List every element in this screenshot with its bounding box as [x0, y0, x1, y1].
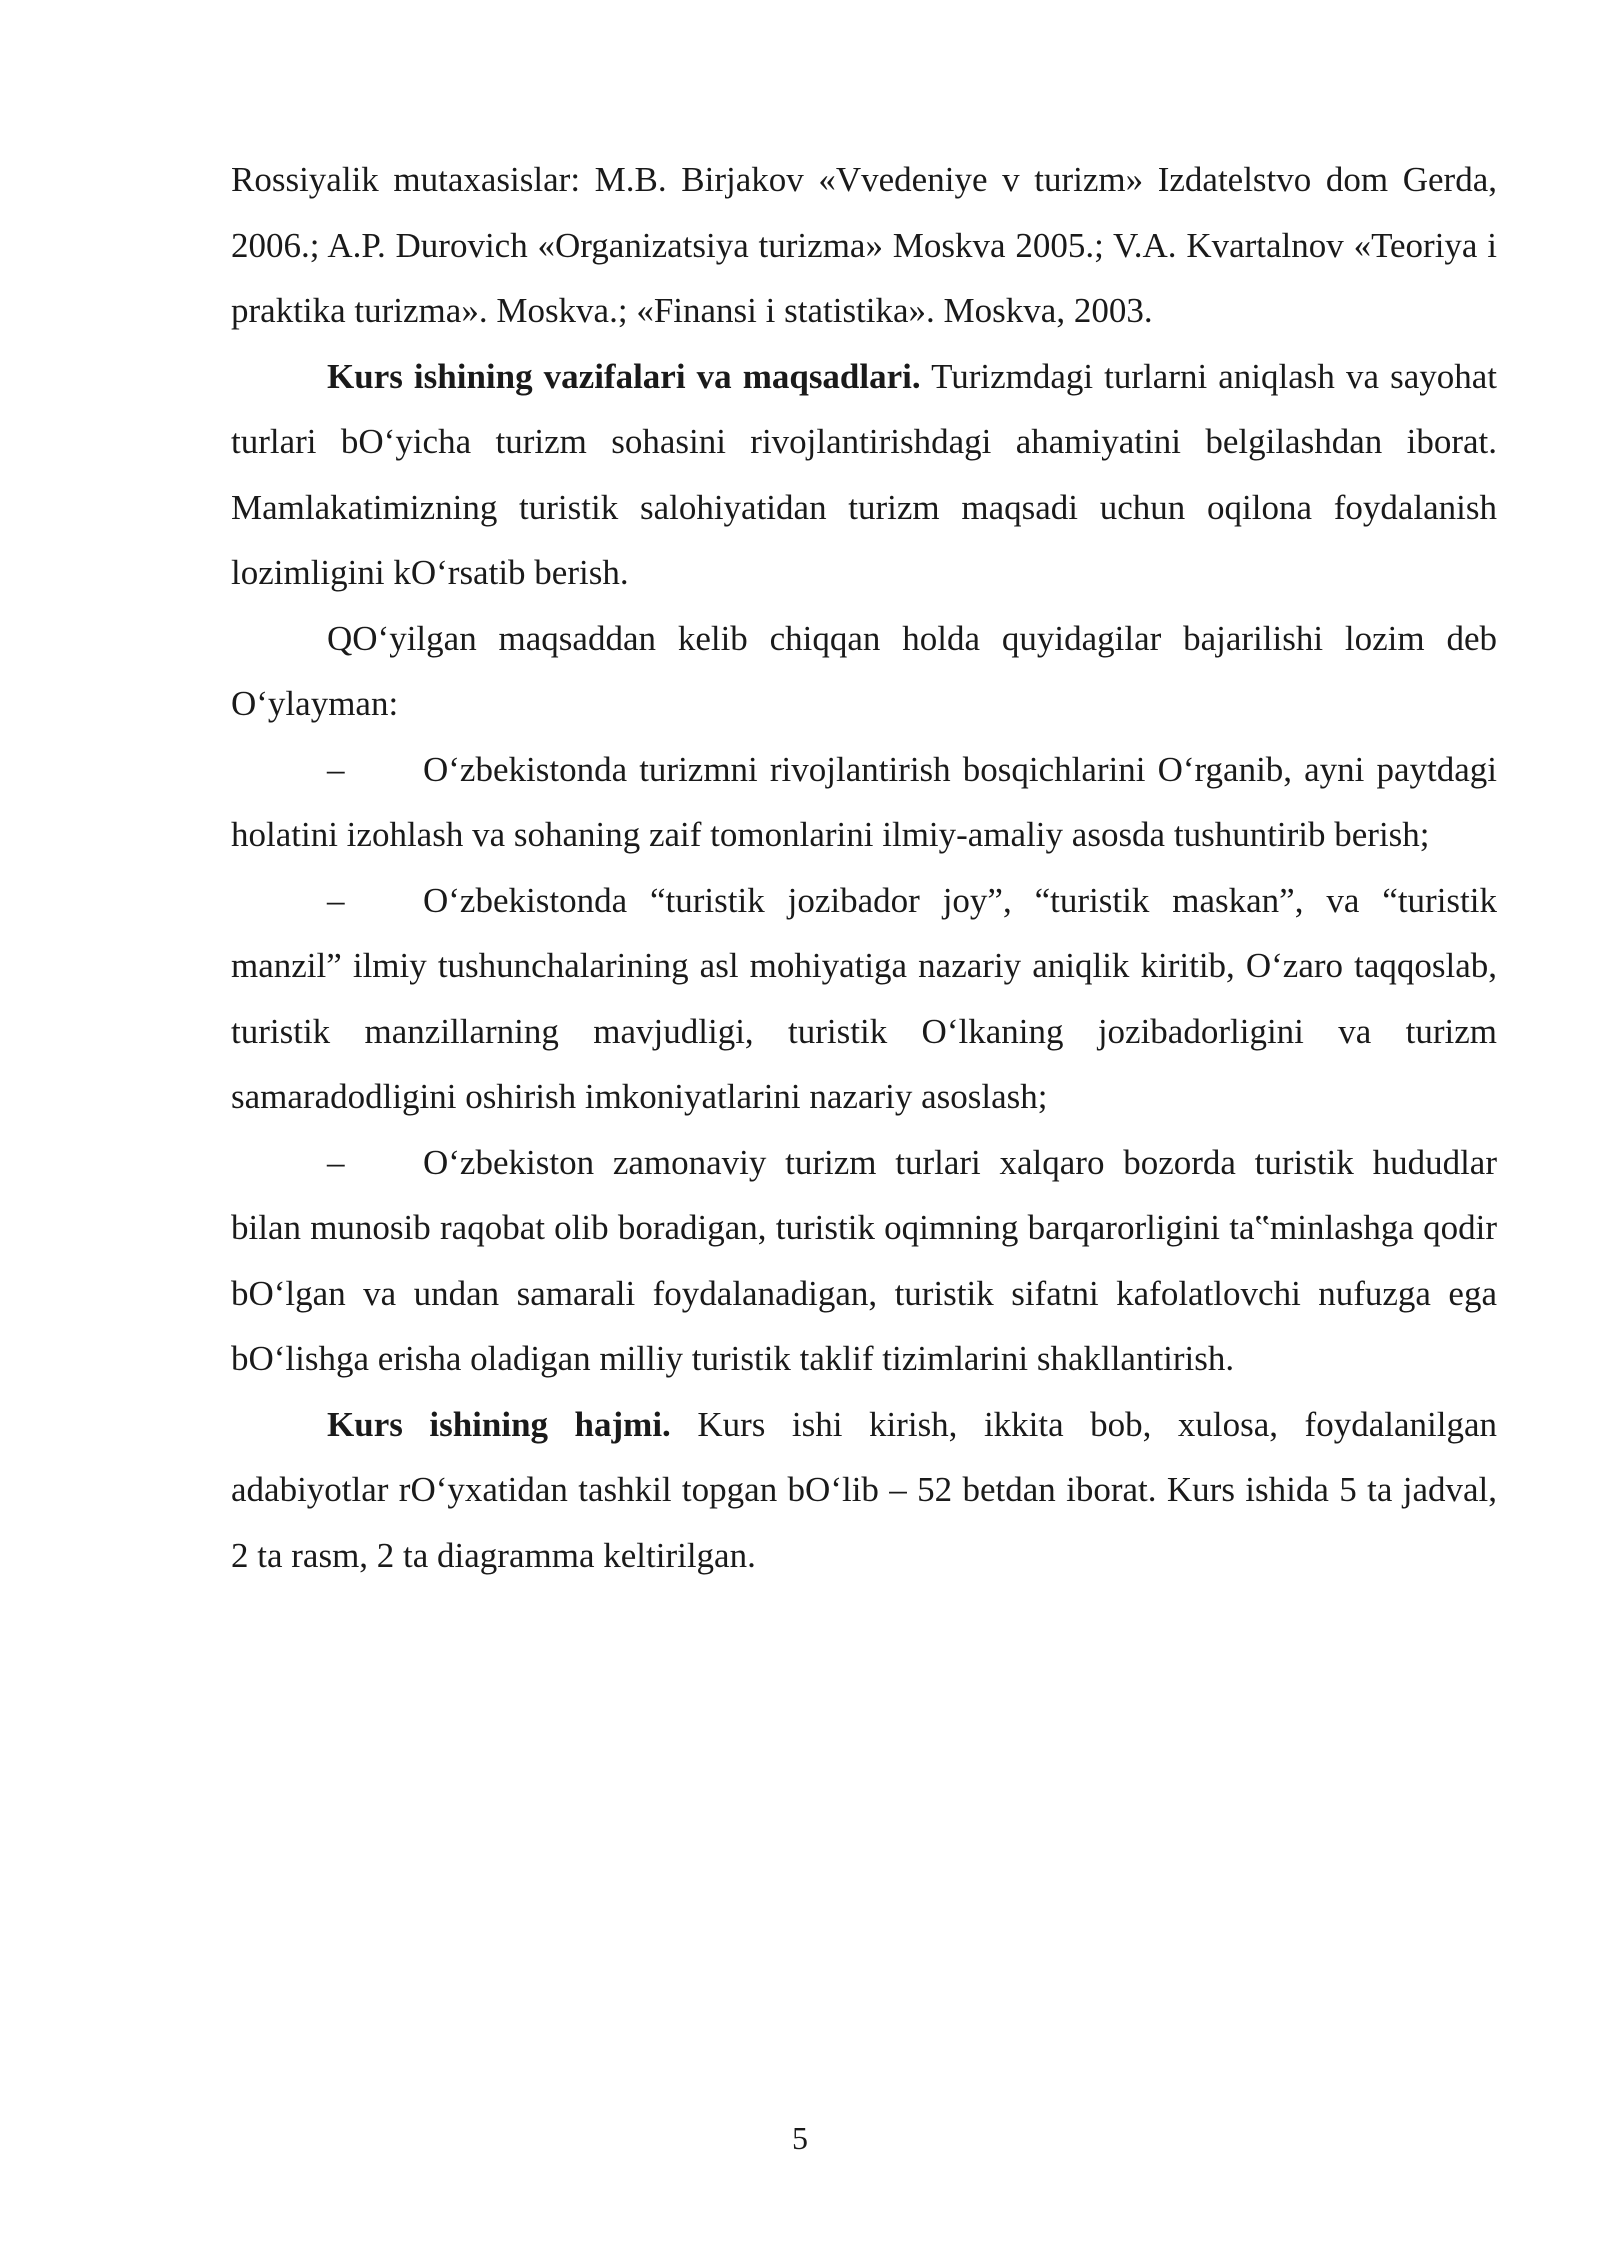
page-number: 5 — [792, 2120, 808, 2156]
paragraph-intro-list: QO‘yilgan maqsaddan kelib chiqqan holda quyidagilar bajarilishi lozim deb O‘ylayman: — [231, 618, 1497, 723]
document-page — [231, 147, 1497, 1588]
paragraph-references: Rossiyalik mutaxasislar: M.B. Birjakov «Vvedeniye v turizm» Izdatelstvo dom Gerda, 2006.; A.P. Durovich «Organizatsiya turizma» Moskva 2005.; V.A. Kvartalnov «Teoriya i praktika turizma». Moskva.; «Finansi i statistika». Moskva, 2003. — [231, 160, 1497, 330]
dash-marker: – — [327, 1142, 345, 1182]
paragraph-volume — [231, 1392, 1497, 1589]
list-item-text: O‘zbekistonda “turistik jozibador joy”, “turistik maskan”, va “turistik manzil” ilmiy tushunchalarining asl mohiyatiga nazariy aniqlik kiritib, O‘zaro taqqoslab, turistik manzillarning mavjudligi, turistik O‘lkaning jozibadorligini va turizm samaradodligini oshirish imkoniyatlarini nazariy asoslash; — [231, 880, 1497, 1116]
heading-tasks-goals: Kurs ishining vazifalari va maqsadlari. — [327, 356, 921, 396]
heading-volume: Kurs ishining hajmi. — [327, 1404, 671, 1444]
paragraph-volume-text: Kurs ishi kirish, ikkita bob, xulosa, foydalanilgan adabiyotlar rO‘yxatidan tashkil topgan bO‘lib – 52 betdan iborat. Kurs ishida 5 ta jadval, 2 ta rasm, 2 ta diagramma keltirilgan. — [231, 1404, 1497, 1575]
paragraph-tasks-goals-text: Turizmdagi turlarni aniqlash va sayohat turlari bO‘yicha turizm sohasini rivojlantirishdagi ahamiyatini belgilashdan iborat. Mamlakatimizning turistik salohiyatidan turizm maqsadi uchun oqilona foydalanish lozimligini kO‘rsatib berish. — [231, 356, 1497, 592]
list-item — [231, 737, 1497, 868]
list-item — [231, 1130, 1497, 1392]
list-item-text: O‘zbekistonda turizmni rivojlantirish bosqichlarini O‘rganib, ayni paytdagi holatini izohlash va sohaning zaif tomonlarini ilmiy-amaliy asosda tushuntirib berish; — [231, 749, 1497, 854]
dash-marker: – — [327, 880, 345, 920]
paragraph-tasks-goals — [231, 344, 1497, 606]
list-item — [231, 868, 1497, 1130]
list-item-text: O‘zbekiston zamonaviy turizm turlari xalqaro bozorda turistik hududlar bilan munosib raqobat olib boradigan, turistik oqimning barqarorligini ta‟minlashga qodir bO‘lgan va undan samarali foydalanadigan, turistik sifatni kafolatlovchi nufuzga ega bO‘lishga erisha oladigan milliy turistik taklif tizimlarini shakllantirish. — [231, 1142, 1497, 1378]
dash-marker: – — [327, 749, 345, 789]
